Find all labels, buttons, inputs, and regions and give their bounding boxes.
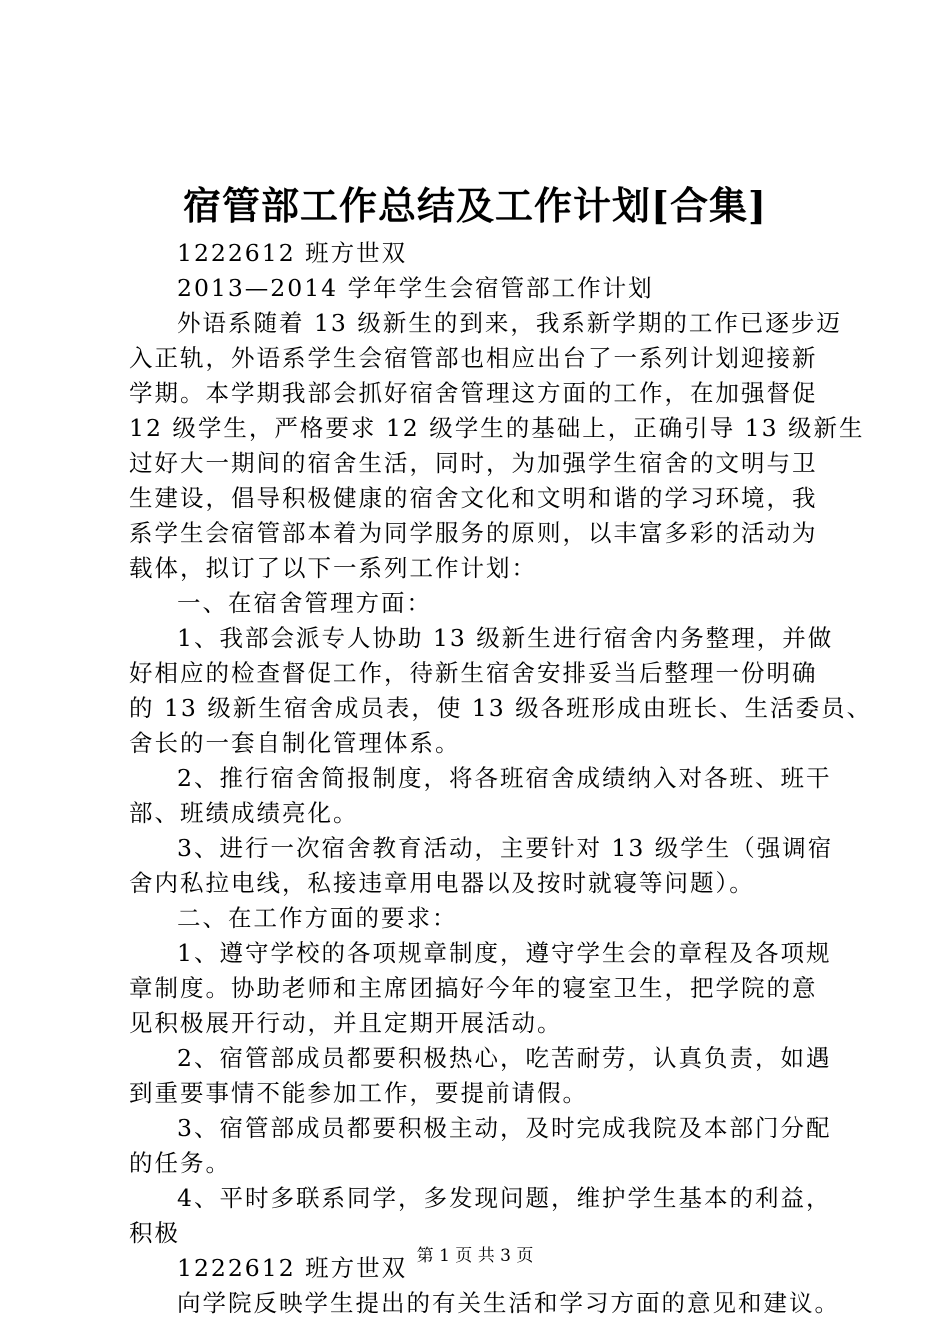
body-line: 的任务。 — [129, 1149, 231, 1177]
body-line: 见积极展开行动，并且定期开展活动。 — [129, 1009, 563, 1037]
body-line: 2013—2014 学年学生会宿管部工作计划 — [177, 274, 654, 302]
body-line: 载体，拟订了以下一系列工作计划： — [129, 554, 537, 582]
body-line: 系学生会宿管部本着为同学服务的原则，以丰富多彩的活动为 — [129, 519, 818, 547]
body-line: 一、在宿舍管理方面： — [177, 589, 432, 617]
body-line: 到重要事情不能参加工作，要提前请假。 — [129, 1079, 588, 1107]
body-line: 1222612 班方世双 — [177, 1254, 408, 1282]
page-footer: 第 1 页 共 3 页 — [416, 1246, 534, 1266]
body-line: 2、宿管部成员都要积极热心，吃苦耐劳，认真负责，如遇 — [177, 1044, 832, 1072]
body-line: 入正轨，外语系学生会宿管部也相应出台了一系列计划迎接新 — [129, 344, 818, 372]
body-line: 1、遵守学校的各项规章制度，遵守学生会的章程及各项规 — [177, 939, 832, 967]
body-line: 二、在工作方面的要求： — [177, 904, 458, 932]
body-line: 4、平时多联系同学，多发现问题，维护学生基本的利益， — [177, 1184, 832, 1212]
document-title: 宿管部工作总结及工作计划[合集] — [183, 183, 767, 228]
document-body — [129, 236, 873, 1321]
body-line: 1222612 班方世双 — [177, 239, 408, 267]
body-line: 舍长的一套自制化管理体系。 — [129, 729, 461, 757]
body-line: 2、推行宿舍简报制度，将各班宿舍成绩纳入对各班、班干 — [177, 764, 832, 792]
body-line: 3、进行一次宿舍教育活动，主要针对 13 级学生（强调宿 — [177, 834, 834, 862]
body-line: 好相应的检查督促工作，待新生宿舍安排妥当后整理一份明确 — [129, 659, 818, 687]
body-line: 3、宿管部成员都要积极主动，及时完成我院及本部门分配 — [177, 1114, 832, 1142]
body-line: 舍内私拉电线，私接违章用电器以及按时就寝等问题）。 — [129, 869, 755, 897]
body-line: 积极 — [129, 1219, 180, 1247]
body-line: 章制度。协助老师和主席团搞好今年的寝室卫生，把学院的意 — [129, 974, 818, 1002]
body-line: 的 13 级新生宿舍成员表，使 13 级各班形成由班长、生活委员、 — [129, 694, 873, 722]
body-line: 部、班绩成绩亮化。 — [129, 799, 359, 827]
body-line: 过好大一期间的宿舍生活，同时，为加强学生宿舍的文明与卫 — [129, 449, 818, 477]
body-line: 1、我部会派专人协助 13 级新生进行宿舍内务整理，并做 — [177, 624, 834, 652]
body-line: 12 级学生，严格要求 12 级学生的基础上，正确引导 13 级新生 — [129, 414, 865, 442]
body-line: 向学院反映学生提出的有关生活和学习方面的意见和建议。 — [177, 1289, 840, 1317]
body-line: 外语系随着 13 级新生的到来，我系新学期的工作已逐步迈 — [177, 309, 842, 337]
body-line: 生建设，倡导积极健康的宿舍文化和文明和谐的学习环境，我 — [129, 484, 818, 512]
body-line: 学期。本学期我部会抓好宿舍管理这方面的工作，在加强督促 — [129, 379, 818, 407]
